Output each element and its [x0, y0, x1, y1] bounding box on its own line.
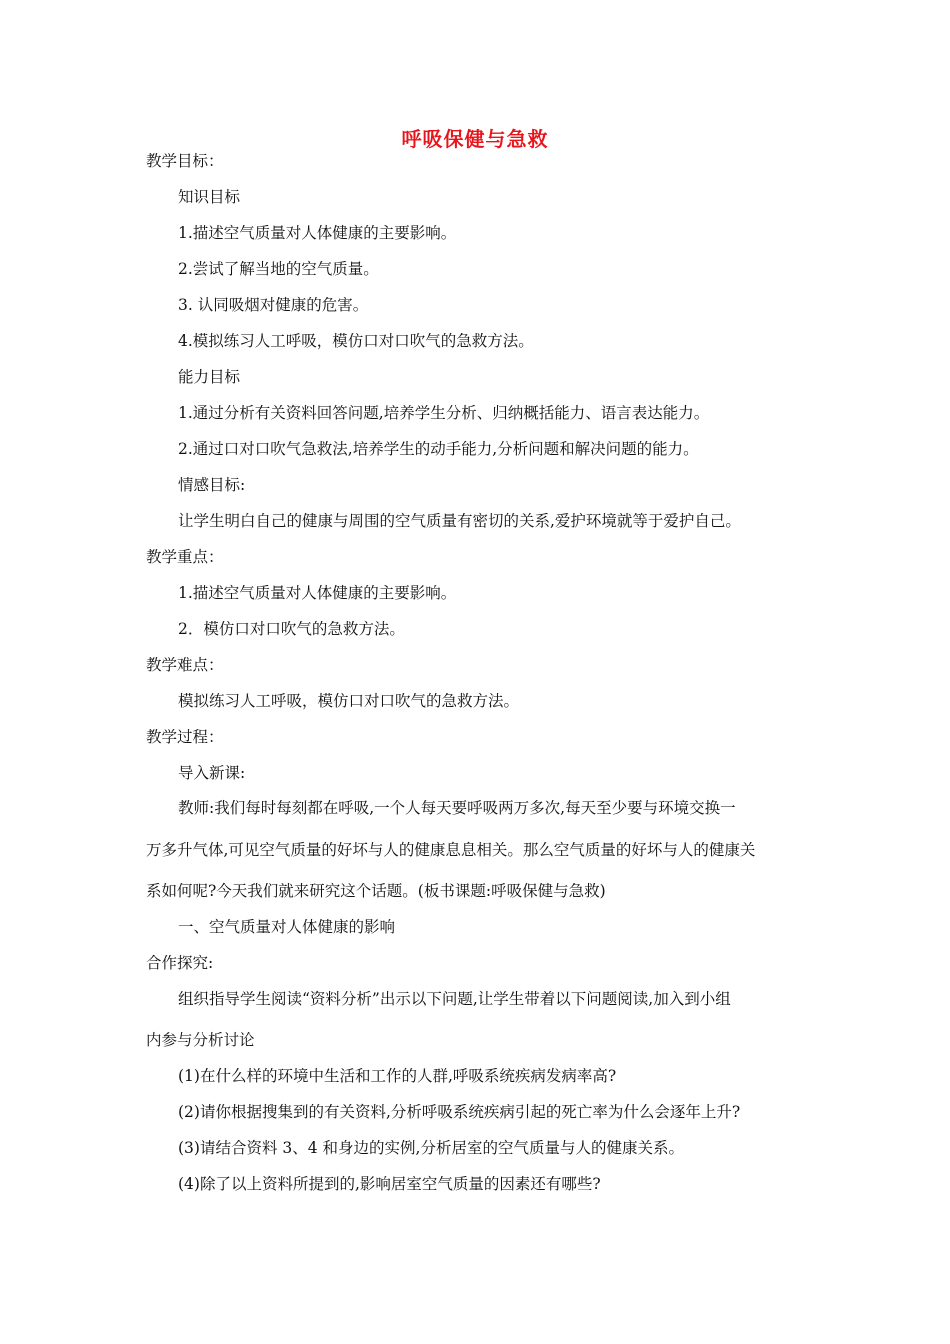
paragraph-teacher-line-1: 教师:我们每时每刻都在呼吸,一个人每天要呼吸两万多次,每天至少要与环境交换一 — [178, 799, 736, 817]
paragraph-teacher-line-2: 万多升气体,可见空气质量的好坏与人的健康息息相关。那么空气质量的好坏与人的健康关 — [146, 841, 756, 859]
subheading-knowledge-objectives: 知识目标 — [178, 188, 241, 206]
paragraph-teacher-line-3: 系如何呢?今天我们就来研究这个话题。(板书课题:呼吸保健与急救) — [146, 882, 606, 900]
subheading-ability-objectives: 能力目标 — [178, 368, 241, 386]
subheading-introduction: 导入新课: — [178, 764, 246, 782]
knowledge-item-4: 4.模拟练习人工呼吸，模仿口对口吹气的急救方法。 — [178, 332, 534, 350]
paragraph-guidance-line-1: 组织指导学生阅读“资料分析”出示以下问题,让学生带着以下问题阅读,加入到小组 — [178, 990, 731, 1008]
knowledge-item-3: 3. 认同吸烟对健康的危害。 — [178, 296, 369, 314]
difficulty-item: 模拟练习人工呼吸，模仿口对口吹气的急救方法。 — [178, 692, 520, 710]
ability-item-2: 2.通过口对口吹气急救法,培养学生的动手能力,分析问题和解决问题的能力。 — [178, 440, 699, 458]
heading-difficulties: 教学难点： — [146, 656, 224, 674]
heading-teaching-process: 教学过程： — [146, 728, 224, 746]
heading-key-points: 教学重点： — [146, 548, 224, 566]
ability-item-1: 1.通过分析有关资料回答问题,培养学生分析、归纳概括能力、语言表达能力。 — [178, 404, 710, 422]
heading-cooperative-inquiry: 合作探究: — [146, 954, 214, 972]
question-4: (4)除了以上资料所提到的,影响居室空气质量的因素还有哪些? — [178, 1175, 601, 1193]
emotional-item: 让学生明白自己的健康与周围的空气质量有密切的关系,爱护环境就等于爱护自己。 — [178, 512, 741, 530]
document-title: 呼吸保健与急救 — [401, 127, 549, 151]
knowledge-item-1: 1.描述空气质量对人体健康的主要影响。 — [178, 224, 457, 242]
key-point-1: 1.描述空气质量对人体健康的主要影响。 — [178, 584, 457, 602]
key-point-2: 2．模仿口对口吹气的急救方法。 — [178, 620, 405, 638]
heading-teaching-objectives: 教学目标： — [146, 152, 224, 170]
question-1: (1)在什么样的环境中生活和工作的人群,呼吸系统疾病发病率高? — [178, 1067, 617, 1085]
paragraph-guidance-line-2: 内参与分析讨论 — [146, 1031, 255, 1049]
question-3: (3)请结合资料 3、4 和身边的实例,分析居室的空气质量与人的健康关系。 — [178, 1139, 684, 1157]
knowledge-item-2: 2.尝试了解当地的空气质量。 — [178, 260, 379, 278]
question-2: (2)请你根据搜集到的有关资料,分析呼吸系统疾病引起的死亡率为什么会逐年上升? — [178, 1103, 741, 1121]
section-heading-1: 一、空气质量对人体健康的影响 — [178, 918, 396, 936]
subheading-emotional-objectives: 情感目标: — [178, 476, 246, 494]
